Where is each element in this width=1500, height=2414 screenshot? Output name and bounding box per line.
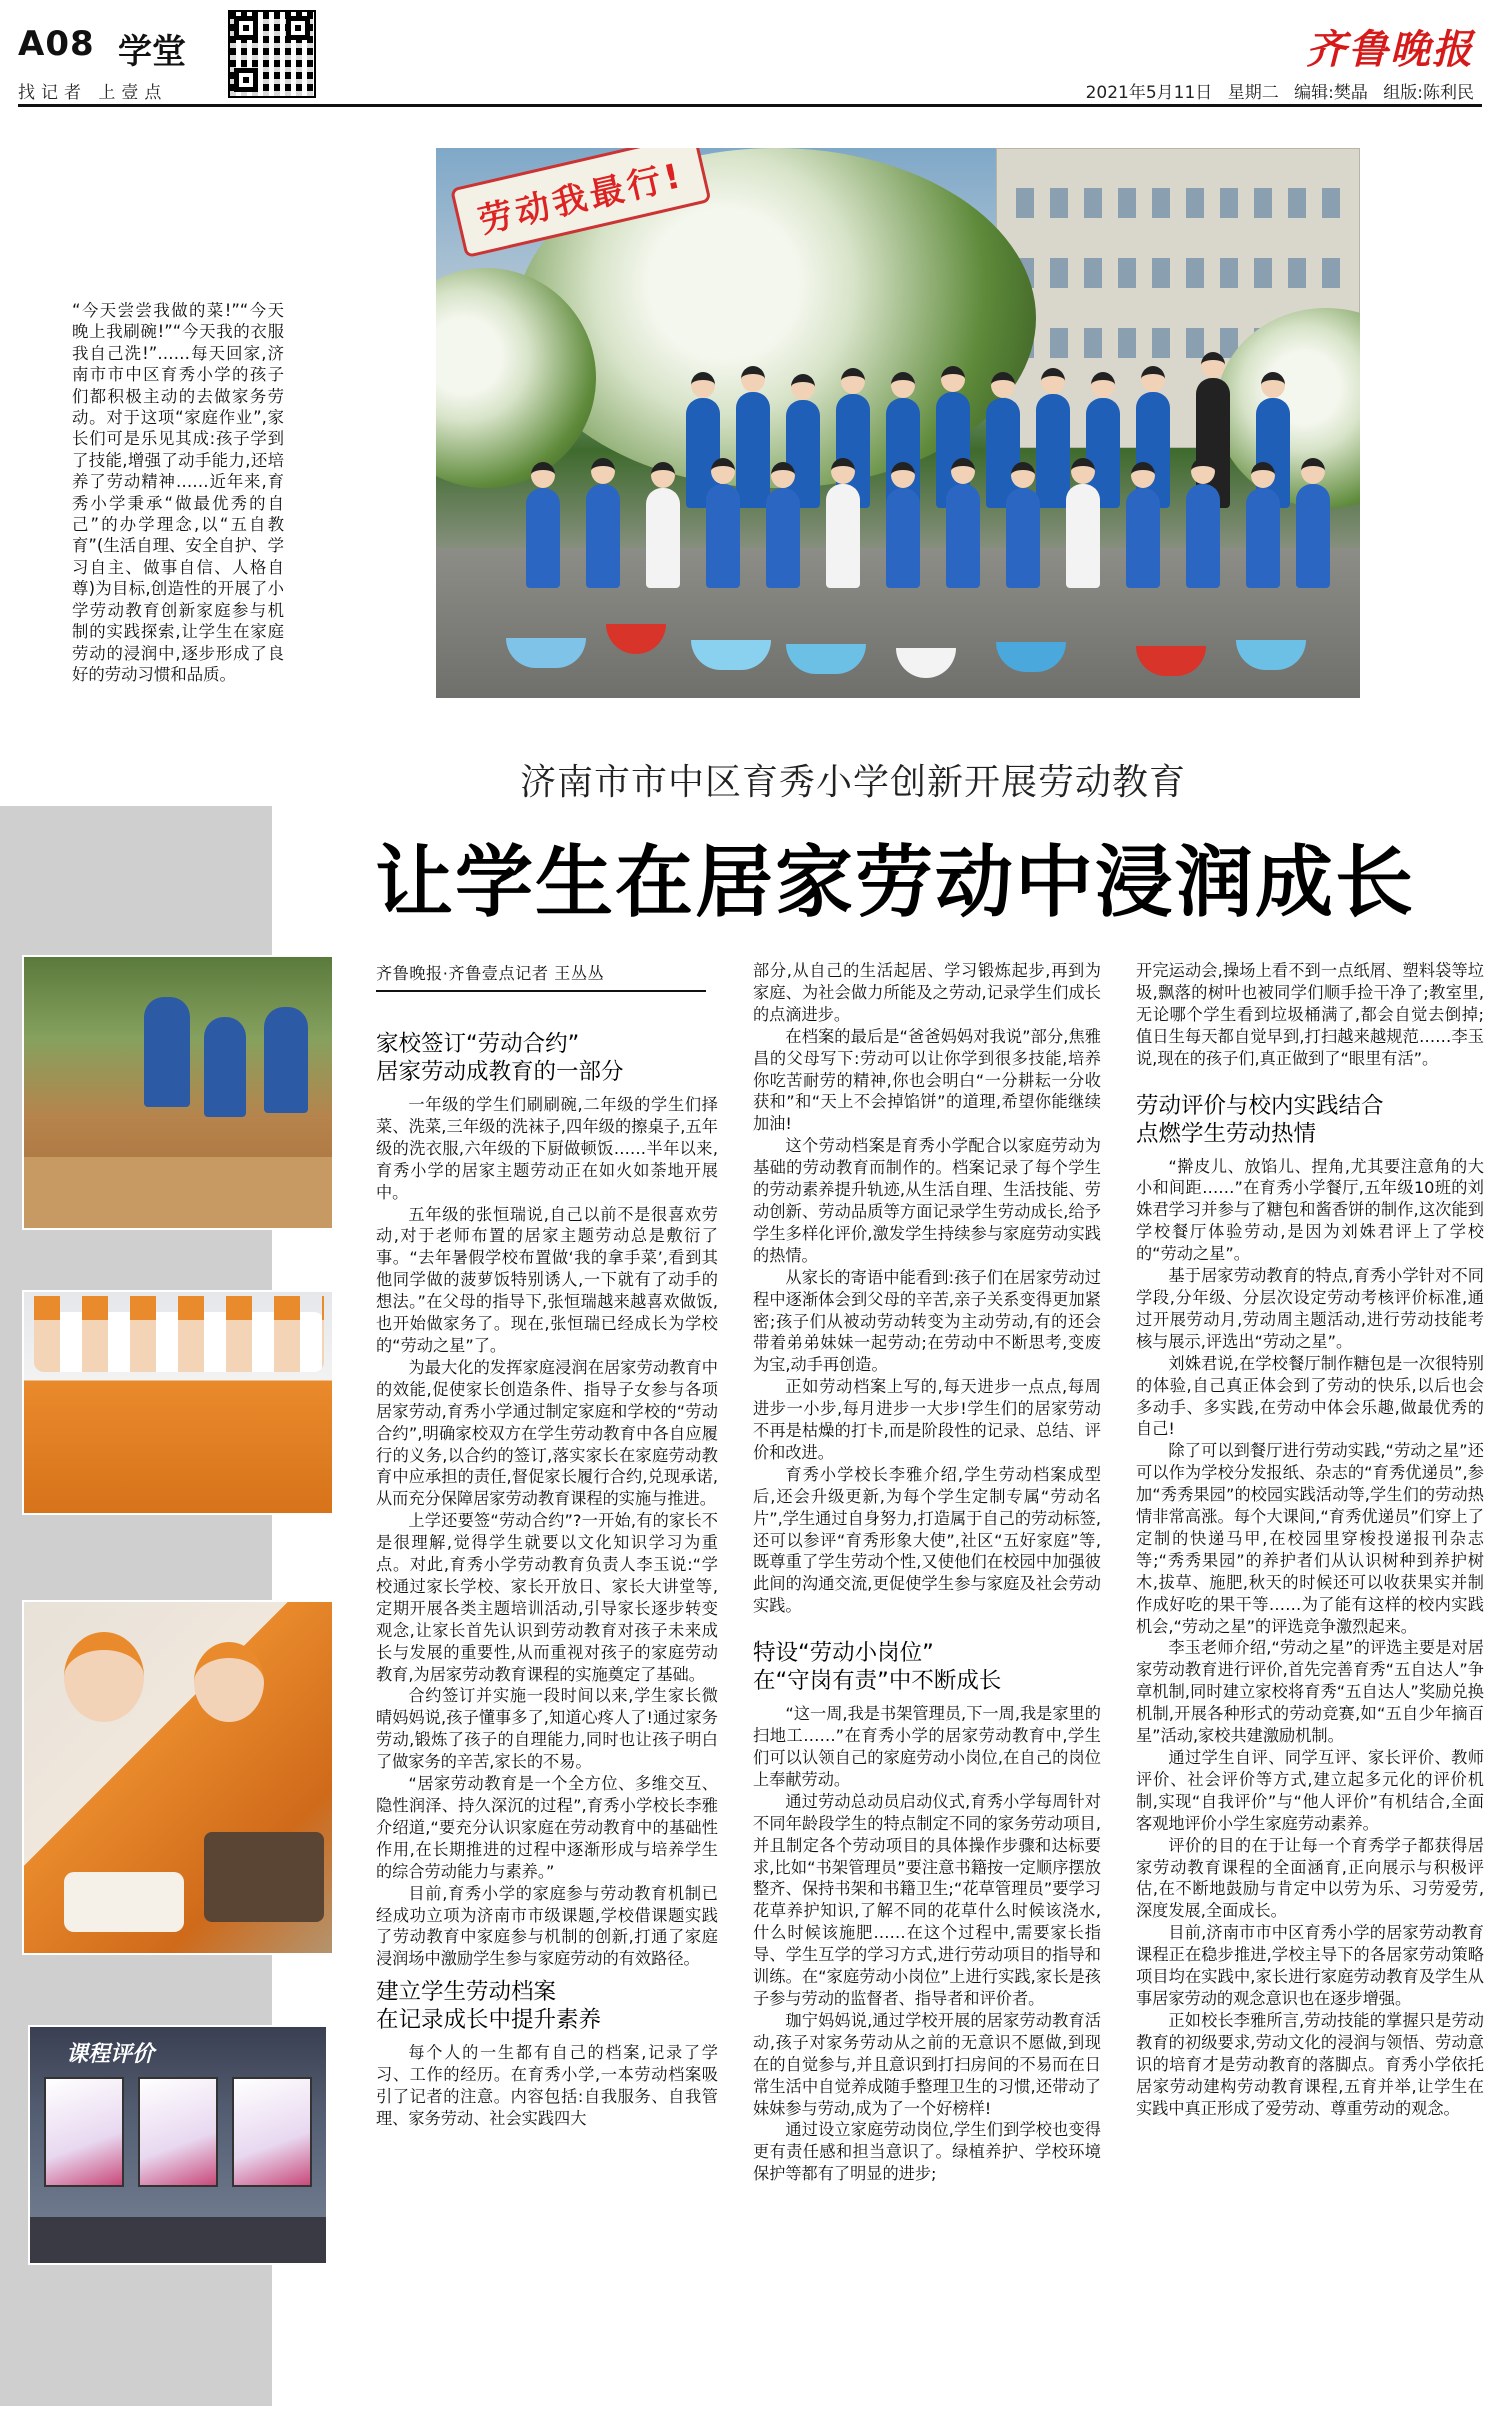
paragraph: “擀皮儿、放馅儿、捏角,尤其要注意角的大小和间距……”在育秀小学餐厅,五年级10班的刘姝君学习并参与了糖包和酱香饼的制作,这次能到学校餐厅体验劳动,是因为刘姝君评上了学校的“劳动之星”。	[1136, 1156, 1484, 1264]
subheading-line: 建立学生劳动档案	[376, 1979, 557, 2006]
paragraph: 刘姝君说,在学校餐厅制作糖包是一次很特别的体验,自己真正体会到了劳动的快乐,以后也会多动手、多实践,在劳动中体会乐趣,做最优秀的自己!	[1136, 1353, 1484, 1439]
subheading-line: 点燃学生劳动热情	[1136, 1120, 1317, 1147]
article-column-3	[1136, 960, 1484, 2119]
photo-course-evaluation-screen	[28, 2025, 328, 2265]
issue-date: 2021年5月11日	[1085, 83, 1213, 103]
paragraph: 在档案的最后是“爸爸妈妈对我说”部分,焦雅昌的父母写下:劳动可以让你学到很多技能,培养你吃苦耐劳的精神,你也会明白“一分耕耘一分收获和”和“天上不会掉馅饼”的道理,希望你能继续加油!	[753, 1026, 1101, 1134]
paragraph: 从家长的寄语中能看到:孩子们在居家劳动过程中逐渐体会到父母的辛苦,亲子关系变得更加紧密;孩子们从被动劳动转变为主动劳动,有的还会带着弟弟妹妹一起劳动;在劳动中不断思考,变废为宝,动手再创造。	[753, 1267, 1101, 1375]
paragraph: 通过学生自评、同学互评、家长评价、教师评价、社会评价等方式,建立起多元化的评价机制,实现“自我评价”与“他人评价”有机结合,全面客观地评价小学生家庭劳动素养。	[1136, 1748, 1484, 1833]
main-group-photo	[436, 148, 1360, 698]
article-column-1	[376, 1022, 718, 2130]
paragraph: 目前,育秀小学的家庭参与劳动教育机制已经成功立项为济南市市级课题,学校借课题实践了劳动教育中家庭参与机制的创新,打通了家庭浸润场中激励学生参与家庭劳动的有效路径。	[376, 1883, 718, 1969]
subheading-labor-post	[753, 1639, 1101, 1695]
newspaper-logo: 齐鲁晚报	[1306, 26, 1474, 73]
article-byline: 齐鲁晚报·齐鲁壹点记者 王丛丛	[376, 960, 706, 992]
paragraph: 李玉老师介绍,“劳动之星”的评选主要是对居家劳动教育进行评价,首先完善育秀“五自达人”争章机制,同时建立家校将育秀“五自达人”奖励兑换机制,开展各种形式的劳动竞赛,如“五自少年摘百星”活动,家校共建激励机制。	[1136, 1638, 1484, 1746]
paragraph: 一年级的学生们刷刷碗,二年级的学生们择菜、洗菜,三年级的洗袜子,四年级的擦桌子,五年级的洗衣服,六年级的下厨做顿饭……半年以来,育秀小学的居家主题劳动正在如火如荼地开展中。	[376, 1095, 718, 1202]
subheading-evaluation	[1136, 1092, 1484, 1148]
header-divider	[18, 104, 1482, 107]
photo-gardening	[22, 955, 334, 1230]
paragraph: 基于居家劳动教育的特点,育秀小学针对不同学段,分年级、分层次设定劳动考核评价标准,通过开展劳动月,劳动周主题活动,进行劳动技能考核与展示,评选出“劳动之星”。	[1136, 1266, 1484, 1351]
paragraph: 上学还要签“劳动合约”?一开始,有的家长不是很理解,觉得学生就要以文化知识学习为重点。对此,育秀小学劳动教育负责人李玉说:“学校通过家长学校、家长开放日、家长大讲堂等,定期开展各类主题培训活动,引导家长逐步转变观念,让家长首先认识到劳动教育对孩子未来成长与发展的重要性,从而重视对孩子的家庭劳动教育,为居家劳动教育课程的实施奠定了基础。	[376, 1511, 718, 1684]
paragraph: 每个人的一生都有自己的档案,记录了学习、工作的经历。在育秀小学,一本劳动档案吸引了记者的注意。内容包括:自我服务、自我管理、家务劳动、社会实践四大	[376, 2043, 718, 2128]
editor-credit: 编辑:樊晶	[1294, 83, 1368, 103]
section-name: 学堂	[118, 32, 186, 72]
section-slogan: 找记者 上壹点	[18, 83, 168, 103]
paragraph: 这个劳动档案是育秀小学配合以家庭劳动为基础的劳动教育而制作的。档案记录了每个学生的劳动素养提升轨迹,从生活自理、生活技能、劳动创新、劳动品质等方面记录学生劳动成长,给予学生多样化评价,激发学生持续参与家庭劳动实践的热情。	[753, 1136, 1101, 1265]
paragraph: 为最大化的发挥家庭浸润在居家劳动教育中的效能,促使家长创造条件、指导子女参与各项居家劳动,育秀小学通过制定家庭和学校的“劳动合约”,明确家校双方在学生劳动教育中各自应履行的义务,以合约的签订,落实家长在家庭劳动教育中应承担的责任,督促家长履行合约,兑现承诺,从而充分保障居家劳动教育课程的实施与推进。	[376, 1357, 718, 1509]
paragraph: 五年级的张恒瑞说,自己以前不是很喜欢劳动,对于老师布置的居家主题劳动总是敷衍了事。“去年暑假学校布置做‘我的拿手菜’,看到其他同学做的菠萝饭特别诱人,一下就有了动手的想法。”在父母的指导下,张恒瑞越来越喜欢做饭,也开始做家务了。现在,张恒瑞已经成长为学校的“劳动之星”了。	[376, 1204, 718, 1355]
paragraph: 育秀小学校长李雅介绍,学生劳动档案成型后,还会升级更新,为每个学生定制专属“劳动名片”,学生通过自身努力,打造属于自己的劳动标签,还可以参评“育秀形象大使”,社区“五好家庭”等,既尊重了学生劳动个性,又使他们在校园中加强彼此间的沟通交流,更促使学生参与家庭及社会劳动实践。	[753, 1464, 1101, 1616]
paragraph: 通过劳动总动员启动仪式,育秀小学每周针对不同年龄段学生的特点制定不同的家务劳动项目,并且制定各个劳动项目的具体操作步骤和达标要求,比如“书架管理员”要注意书籍按一定顺序摆放整齐、保持书架和书籍卫生;“花草管理员”要学习花草养护知识,了解不同的花草什么时候该浇水,什么时候该施肥……在这个过程中,需要家长指导、学生互学的学习方式,进行劳动项目的指导和训练。在“家庭劳动小岗位”上进行实践,家长是孩子参与劳动的监督者、指导者和评价者。	[753, 1791, 1101, 2008]
subheading-line: 特设“劳动小岗位”	[753, 1640, 934, 1667]
subheading-line: 劳动评价与校内实践结合	[1136, 1092, 1384, 1119]
photo-banner: 劳动我最行!	[450, 148, 711, 258]
paragraph: 正如校长李雅所言,劳动技能的掌握只是劳动教育的初级要求,劳动文化的浸润与领悟、劳动意识的培育才是劳动教育的落脚点。育秀小学依托居家劳动建构劳动教育课程,五育并举,让学生在实践中真正形成了爱劳动、尊重劳动的观念。	[1136, 2010, 1484, 2118]
photo-cooking-class-group	[22, 1290, 334, 1515]
paragraph: 目前,济南市市中区育秀小学的居家劳动教育课程正在稳步推进,学校主导下的各居家劳动策略项目均在实践中,家长进行家庭劳动教育及学生从事居家劳动的观念意识也在逐步增强。	[1136, 1923, 1484, 2008]
layout-credit: 组版:陈利民	[1383, 83, 1474, 103]
subheading-line: 家校签订“劳动合约”	[376, 1031, 580, 1057]
paragraph: 部分,从自己的生活起居、学习锻炼起步,再到为家庭、为社会做力所能及之劳动,记录学生们成长的点滴进步。	[753, 961, 1101, 1024]
paragraph: 通过设立家庭劳动岗位,学生们到学校也变得更有责任感和担当意识了。绿植养护、学校环境保护等都有了明显的进步;	[753, 2120, 1101, 2184]
article-headline: 让学生在居家劳动中浸润成长	[375, 838, 1416, 928]
page-number: A08	[18, 24, 95, 64]
paragraph: 正如劳动档案上写的,每天进步一点点,每周进步一小步,每月进步一大步!学生们的居家劳动不再是枯燥的打卡,而是阶段性的记录、总结、评价和改进。	[753, 1377, 1101, 1462]
subheading-line: 居家劳动成教育的一部分	[376, 1059, 624, 1085]
subheading-line: 在“守岗有责”中不断成长	[753, 1668, 1002, 1695]
paragraph: 开完运动会,操场上看不到一点纸屑、塑料袋等垃圾,飘落的树叶也被同学们顺手捡干净了;教室里,无论哪个学生看到垃圾桶满了,都会自觉去倒掉;值日生每天都自觉早到,打扫越来越规范……李玉说,现在的孩子们,真正做到了“眼里有活”。	[1136, 961, 1484, 1068]
paragraph: “这一周,我是书架管理员,下一周,我是家里的扫地工……”在育秀小学的居家劳动教育中,学生们可以认领自己的家庭劳动小岗位,在自己的岗位上奉献劳动。	[753, 1704, 1101, 1789]
paragraph: 珈宁妈妈说,通过学校开展的居家劳动教育活动,孩子对家务劳动从之前的无意识不愿做,到现在的自觉参与,并且意识到打扫房间的不易而在日常生活中自觉养成随手整理卫生的习惯,还带动了妹妹参与劳动,成为了一个好榜样!	[753, 2010, 1101, 2118]
issue-weekday: 星期二	[1227, 83, 1279, 103]
photo-making-dumplings	[22, 1600, 334, 1955]
subheading-labor-contract	[376, 1030, 718, 1086]
paragraph: 除了可以到餐厅进行劳动实践,“劳动之星”还可以作为学校分发报纸、杂志的“育秀优递员”,参加“秀秀果园”的校园实践活动等,学生们的劳动热情非常高涨。每个大课间,“育秀优递员”们穿上了定制的快递马甲,在校园里穿梭投递报刊杂志等;“秀秀果园”的养护者们从认识树种到养护树木,拔草、施肥,秋天的时候还可以收获果实并制作成好吃的果干等……为了能有这样的校内实践机会,“劳动之星”的评选竞争激烈起来。	[1136, 1441, 1484, 1636]
intro-paragraph: “今天尝尝我做的菜!”“今天晚上我刷碗!”“今天我的衣服我自己洗!”……每天回家,济南市市中区育秀小学的孩子们都积极主动的去做家务劳动。对于这项“家庭作业”,家长们可是乐见其成:孩子学到了技能,增强了动手能力,还培养了劳动精神……近年来,育秀小学秉承“做最优秀的自己”的办学理念,以“五自教育”(生活自理、安全自护、学习自主、做事自信、人格自尊)为目标,创造性的开展了小学劳动教育创新家庭参与机制的实践探索,让学生在家庭劳动的浸润中,逐步形成了良好的劳动习惯和品质。	[72, 301, 284, 684]
paragraph: 评价的目的在于让每一个育秀学子都获得居家劳动教育课程的全面涵育,正向展示与积极评估,在不断地鼓励与肯定中以劳为乐、习劳爱劳,深度发展,全面成长。	[1136, 1835, 1484, 1921]
qr-code[interactable]	[228, 10, 316, 98]
header-meta	[1086, 78, 1474, 103]
paragraph: 合约签订并实施一段时间以来,学生家长微晴妈妈说,孩子懂事多了,知道心疼人了!通过家务劳动,锻炼了孩子的自理能力,同时也让孩子明白了做家务的辛苦,家长的不易。	[376, 1686, 718, 1772]
screen-title: 课程评价	[66, 2042, 155, 2067]
paragraph: “居家劳动教育是一个全方位、多维交互、隐性润泽、持久深沉的过程”,育秀小学校长李雅介绍道,“要充分认识家庭在劳动教育中的基础性作用,在长期推进的过程中逐渐形成与培养学生的综合劳动能力与素养。”	[376, 1774, 718, 1881]
article-kicker: 济南市市中区育秀小学创新开展劳动教育	[520, 762, 1187, 803]
subheading-labor-archive	[376, 1978, 718, 2034]
article-column-2	[753, 960, 1101, 2185]
subheading-line: 在记录成长中提升素养	[376, 2007, 602, 2034]
